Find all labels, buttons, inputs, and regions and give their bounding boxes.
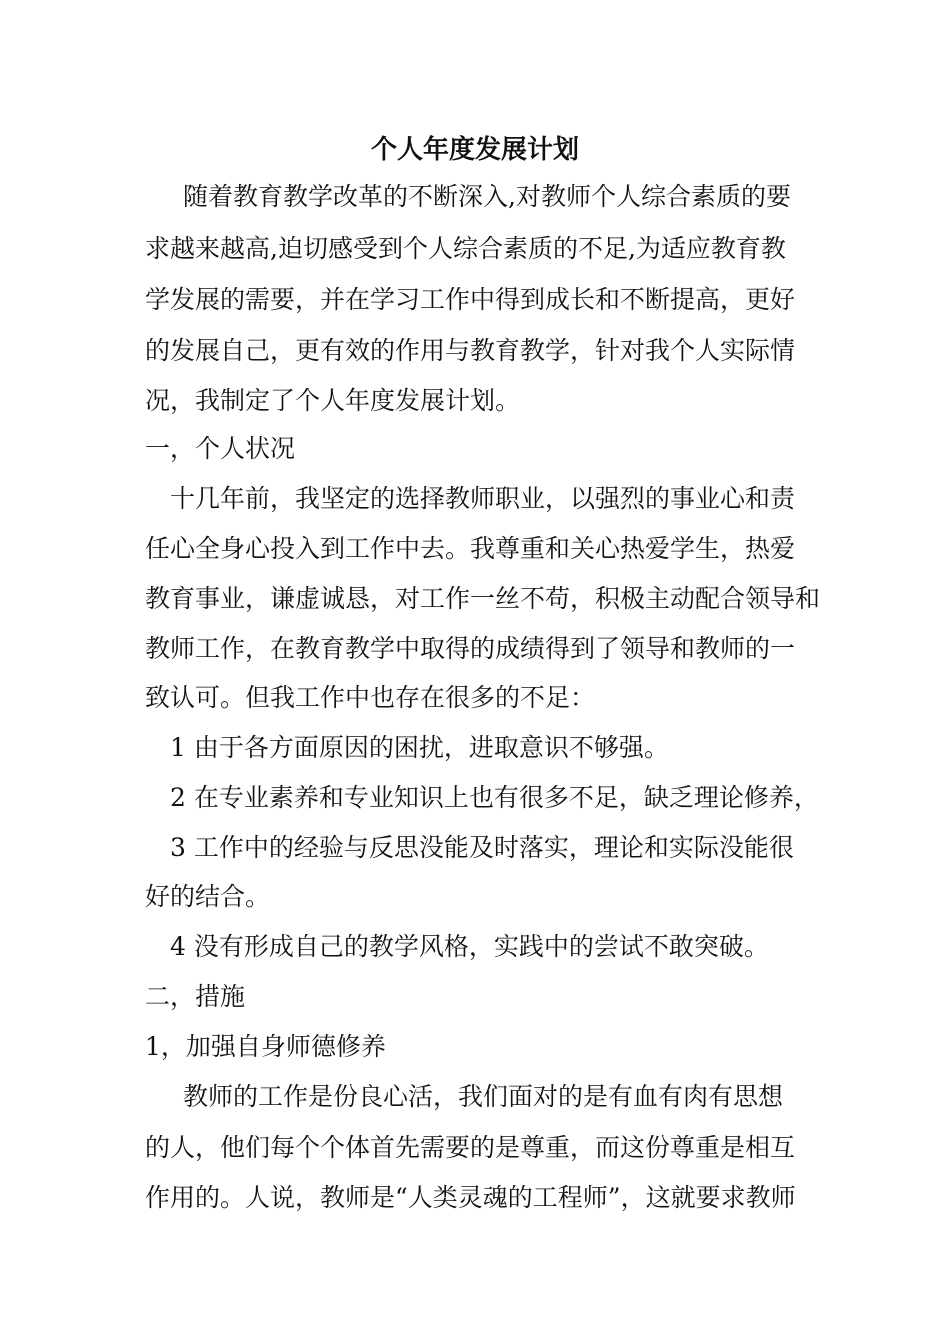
list-item: 2 在专业素养和专业知识上也有很多不足，缺乏理论修养，	[170, 783, 819, 812]
paragraph-line: 学发展的需要，并在学习工作中得到成长和不断提高，更好	[145, 285, 796, 314]
paragraph-line: 任心全身心投入到工作中去。我尊重和关心热爱学生，热爱	[145, 534, 796, 563]
paragraph-line: 致认可。但我工作中也存在很多的不足：	[145, 683, 596, 712]
section-heading: 一，个人状况	[145, 434, 296, 463]
list-item: 3 工作中的经验与反思没能及时落实，理论和实际没能很	[170, 833, 794, 862]
subsection-heading: 1，加强自身师德修养	[145, 1032, 386, 1061]
paragraph-line: 随着教育教学改革的不断深入,对教师个人综合素质的要	[183, 182, 791, 211]
list-item: 4 没有形成自己的教学风格，实践中的尝试不敢突破。	[170, 932, 769, 961]
list-item: 1 由于各方面原因的困扰，进取意识不够强。	[170, 733, 669, 762]
list-item-continuation: 好的结合。	[145, 882, 271, 911]
paragraph-line: 的人，他们每个个体首先需要的是尊重，而这份尊重是相互	[145, 1133, 796, 1162]
paragraph-line: 作用的。人说，教师是“人类灵魂的工程师”，这就要求教师	[145, 1183, 796, 1212]
paragraph-line: 教育事业，谦虚诚恳，对工作一丝不苟，积极主动配合领导和	[145, 584, 821, 613]
paragraph-line: 教师的工作是份良心活，我们面对的是有血有肉有思想	[183, 1082, 784, 1111]
paragraph-line: 况，我制定了个人年度发展计划。	[145, 386, 521, 415]
paragraph-line: 教师工作，在教育教学中取得的成绩得到了领导和教师的一	[145, 634, 796, 663]
paragraph-line: 的发展自己，更有效的作用与教育教学，针对我个人实际情	[145, 336, 796, 365]
document-title: 个人年度发展计划	[370, 135, 579, 165]
paragraph-line: 十几年前，我坚定的选择教师职业，以强烈的事业心和责	[170, 484, 796, 513]
paragraph-line: 求越来越高,迫切感受到个人综合素质的不足,为适应教育教	[145, 234, 786, 263]
section-heading: 二，措施	[145, 982, 246, 1011]
